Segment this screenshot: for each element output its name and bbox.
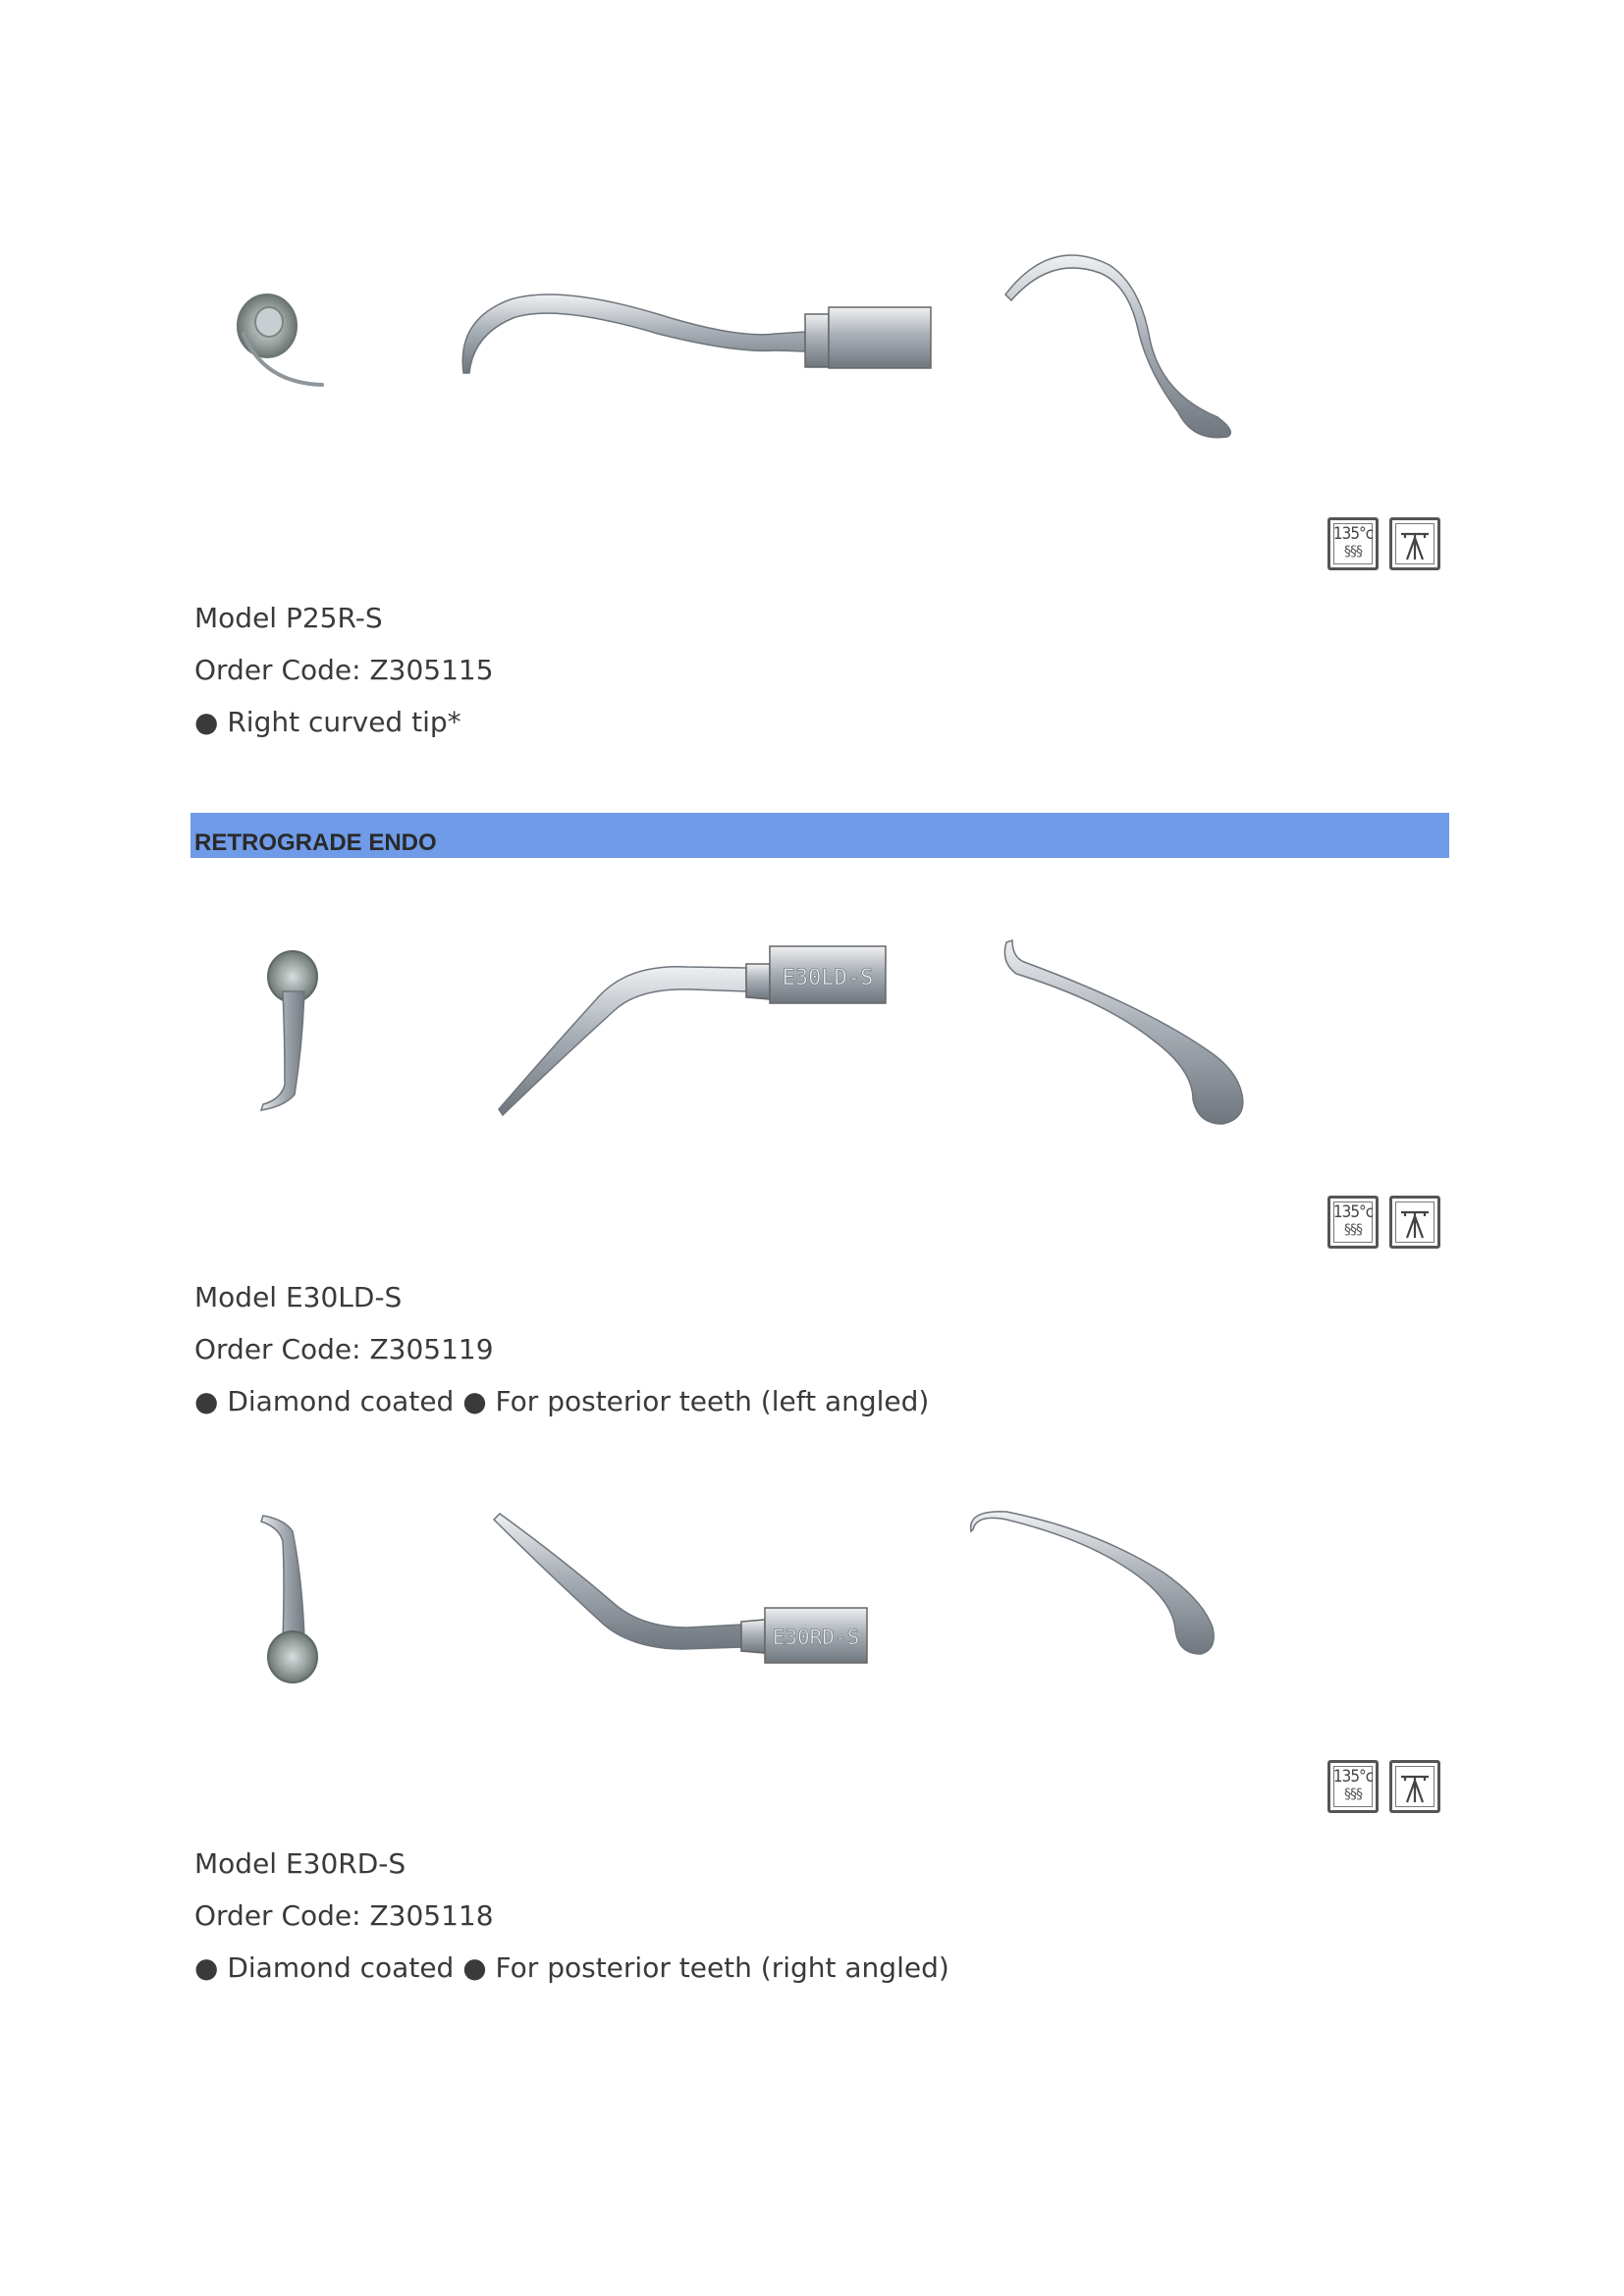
badge-steam-icon: §§§	[1344, 1787, 1362, 1802]
badge-steam-icon: §§§	[1344, 1222, 1362, 1238]
feature-list: ● Diamond coated ● For posterior teeth (right angled)	[194, 1951, 949, 1984]
tip-front-view-image	[224, 275, 342, 402]
feature-list: ● Right curved tip*	[194, 706, 461, 738]
tip-side-view-image	[491, 942, 903, 1119]
badge-thermodisinfector-icon	[1389, 1196, 1440, 1249]
badge-autoclave-135c	[1327, 517, 1379, 570]
tip-side-view-image	[486, 1512, 898, 1688]
tip-front-view-image	[245, 1512, 344, 1698]
badge-autoclave-135c	[1327, 1760, 1379, 1813]
badge-temp-label: 135°c	[1332, 1767, 1374, 1787]
tip-front-view-image	[245, 937, 344, 1114]
section-title: RETROGRADE ENDO	[194, 829, 437, 856]
section-header-bar	[190, 813, 1449, 858]
tip-engraved-label: E30LD-S	[782, 966, 874, 990]
tip-side-view-image	[452, 280, 943, 388]
badge-steam-icon: §§§	[1344, 544, 1362, 560]
model-name: Model E30RD-S	[194, 1847, 406, 1880]
order-code: Order Code: Z305115	[194, 654, 494, 686]
order-code: Order Code: Z305119	[194, 1333, 494, 1365]
badge-autoclave-135c	[1327, 1196, 1379, 1249]
badge-thermodisinfector-icon	[1389, 517, 1440, 570]
tip-engraved-label: E30RD-S	[772, 1626, 860, 1649]
badge-thermodisinfector-icon	[1389, 1760, 1440, 1813]
feature-list: ● Diamond coated ● For posterior teeth (left angled)	[194, 1385, 930, 1417]
tip-top-view-image	[967, 1512, 1222, 1698]
badge-temp-label: 135°c	[1332, 1202, 1374, 1222]
order-code: Order Code: Z305118	[194, 1899, 494, 1932]
tip-top-view-image	[992, 245, 1247, 442]
badge-temp-label: 135°c	[1332, 524, 1374, 544]
model-name: Model E30LD-S	[194, 1281, 403, 1313]
model-name: Model P25R-S	[194, 602, 383, 634]
tip-top-view-image	[997, 933, 1252, 1139]
